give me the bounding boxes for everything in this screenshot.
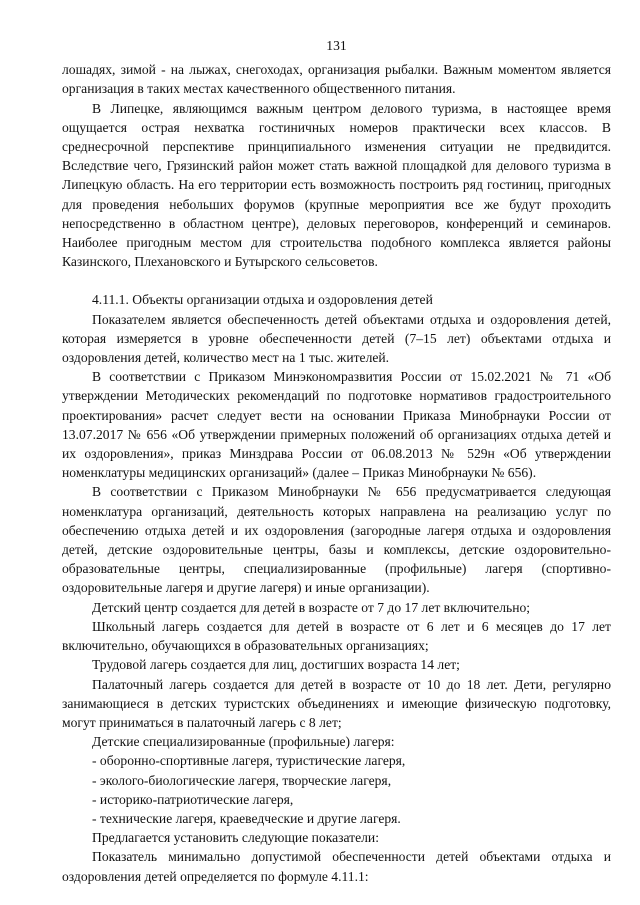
paragraph-school-camp: Школьный лагерь создается для детей в возрасте от 6 лет и 6 месяцев до 17 лет включительно, обучающихся в образовательных организациях; [62,618,611,654]
paragraph-tent-camp: Палаточный лагерь создается для детей в возрасте от 10 до 18 лет. Дети, регулярно занимающиеся в детских туристских объединениях и имеющие физическую подготовку, могут приниматься в палаточный лагерь с 8 лет; [62,676,611,730]
paragraph-labor-camp: Трудовой лагерь создается для лиц, достигших возраста 14 лет; [92,657,460,673]
paragraph-indicator-definition: Показателем является обеспеченность детей объектами отдыха и оздоровления детей, которая измеряется в уровне обеспеченности детей (7–15 лет) объектами отдыха и оздоровления детей, количество мест на 1 тыс. жителей. [62,311,611,366]
camp-types-list [62,751,611,828]
section-heading: 4.11.1. Объекты организации отдыха и оздоровления детей [92,292,433,308]
list-item: - историко-патриотические лагеря, [92,791,294,807]
paragraph-regulation-basis: В соответствии с Приказом Минэкономразвития России от 15.02.2021 № 71 «Об утверждении Методических рекомендаций по подготовке нормативов градостроительного проектирования» расчет следует вести на основании Приказа Минобрнауки России от 13.07.2017 № 656 «Об утверждении примерных положений об организациях отдыха детей и их оздоровления», приказ Минздрава России от 06.08.2013 № 529н «Об утверждении номенклатуры медицинских организаций» (далее – Приказ Минобрнауки № 656). [62,369,611,481]
list-item: - технические лагеря, краеведческие и другие лагеря. [92,810,401,826]
paragraph-proposed-indicators: Предлагается установить следующие показатели: [92,830,379,846]
list-item: - эколого-биологические лагеря, творческие лагеря, [92,772,392,788]
paragraph-organization-nomenclature: В соответствии с Приказом Минобрнауки № 656 предусматривается следующая номенклатура организаций, деятельность которых направлена на реализацию услуг по обеспечению отдыха детей и их оздоровления (загородные лагеря отдыха и оздоровления детей, детские оздоровительные центры, базы и комплексы, детские оздоровительно-образовательные центры, специализированные (профильные) лагеря (спортивно-оздоровительные лагеря и другие лагеря) и иные организации). [62,484,611,596]
paragraph-formula-reference: Показатель минимально допустимой обеспеченности детей объектами отдыха и оздоровления детей определяется по формуле 4.11.1: [62,849,611,884]
paragraph-children-center: Детский центр создается для детей в возрасте от 7 до 17 лет включительно; [92,599,531,615]
spacer [62,271,611,290]
paragraph-business-tourism: В Липецке, являющимся важным центром делового туризма, в настоящее время ощущается острая нехватка гостиничных номеров практически всех классов. В среднесрочной перспективе принципиального изменения ситуации не предвидится. Вследствие чего, Грязинский район может стать важной площадкой для делового туризма в Липецкую область. На его территории есть возможность построить ряд гостиниц, пригодных для проведения небольших форумов (крупные мероприятия все же будут проходить непосредственно в областном центре), деловых переговоров, конференций и семинаров. Наиболее пригодным местом для строительства подобного комплекса является районы Казинского, Плехановского и Бутырского сельсоветов. [62,100,611,270]
paragraph-leisure-continuation: лошадях, зимой - на лыжах, снегоходах, организация рыбалки. Важным моментом является организация в таких местах качественного общественного питания. [62,62,611,97]
paragraph-specialized-camps: Детские специализированные (профильные) лагеря: [92,734,395,750]
page-number: 131 [326,38,347,53]
list-item: - оборонно-спортивные лагеря, туристические лагеря, [92,753,406,769]
